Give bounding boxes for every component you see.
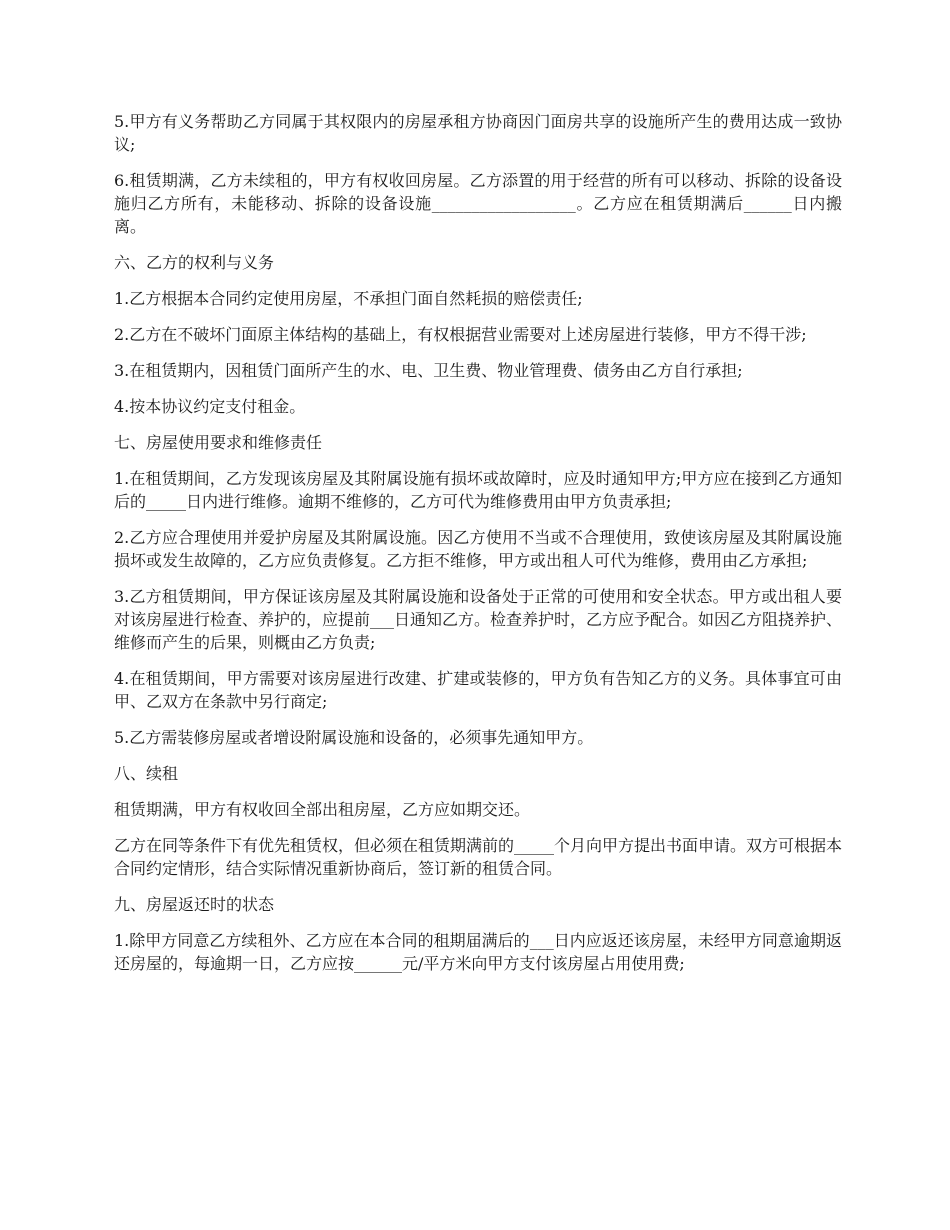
clause-paragraph: 2.乙方应合理使用并爱护房屋及其附属设施。因乙方使用不当或不合理使用，致使该房屋及其附属设施损坏或发生故障的，乙方应负责修复。乙方拒不维修，甲方或出租人可代为维修，费用由乙方承担; [114,528,842,570]
clause-paragraph: 4.在租赁期间，甲方需要对该房屋进行改建、扩建或装修的，甲方负有告知乙方的义务。具体事宜可由甲、乙双方在条款中另行商定; [114,669,842,711]
section-heading: 七、房屋使用要求和维修责任 [114,433,323,452]
section-heading: 八、续租 [114,764,179,783]
section-heading: 九、房屋返还时的状态 [114,895,275,914]
clause-paragraph: 3.在租赁期内，因租赁门面所产生的水、电、卫生费、物业管理费、债务由乙方自行承担; [114,361,743,380]
clause-paragraph: 1.除甲方同意乙方续租外、乙方应在本合同的租期届满后的___日内应返还该房屋，未经甲方同意逾期返还房屋的，每逾期一日，乙方应按______元/平方米向甲方支付该房屋占用使用费; [114,931,842,973]
clause-paragraph: 6.租赁期满，乙方未续租的，甲方有权收回房屋。乙方添置的用于经营的所有可以移动、拆除的设备设施归乙方所有，未能移动、拆除的设备设施__________________。乙方应在租赁期满后______日内搬离。 [114,171,842,236]
clause-paragraph: 4.按本协议约定支付租金。 [114,397,306,416]
clause-paragraph: 1.在租赁期间，乙方发现该房屋及其附属设施有损坏或故障时，应及时通知甲方;甲方应在接到乙方通知后的_____日内进行维修。逾期不维修的，乙方可代为维修费用由甲方负责承担; [114,469,842,511]
clause-paragraph: 5.乙方需装修房屋或者增设附属设施和设备的，必须事先通知甲方。 [114,728,594,747]
clause-paragraph: 3.乙方租赁期间，甲方保证该房屋及其附属设施和设备处于正常的可使用和安全状态。甲方或出租人要对该房屋进行检查、养护的，应提前___日通知乙方。检查养护时，乙方应予配合。如因乙方阻挠养护、维修而产生的后果，则概由乙方负责; [114,587,843,652]
clause-paragraph: 2.乙方在不破坏门面原主体结构的基础上，有权根据营业需要对上述房屋进行装修，甲方不得干涉; [114,325,807,344]
clause-paragraph: 1.乙方根据本合同约定使用房屋，不承担门面自然耗损的赔偿责任; [114,289,583,308]
section-heading: 六、乙方的权利与义务 [114,253,275,272]
clause-paragraph: 乙方在同等条件下有优先租赁权，但必须在租赁期满前的_____个月向甲方提出书面申请。双方可根据本合同约定情形，结合实际情况重新协商后，签订新的租赁合同。 [114,836,843,878]
document-page [114,110,842,988]
clause-paragraph: 5.甲方有义务帮助乙方同属于其权限内的房屋承租方协商因门面房共享的设施所产生的费用达成一致协议; [114,112,842,154]
clause-paragraph: 租赁期满，甲方有权收回全部出租房屋，乙方应如期交还。 [114,800,531,819]
